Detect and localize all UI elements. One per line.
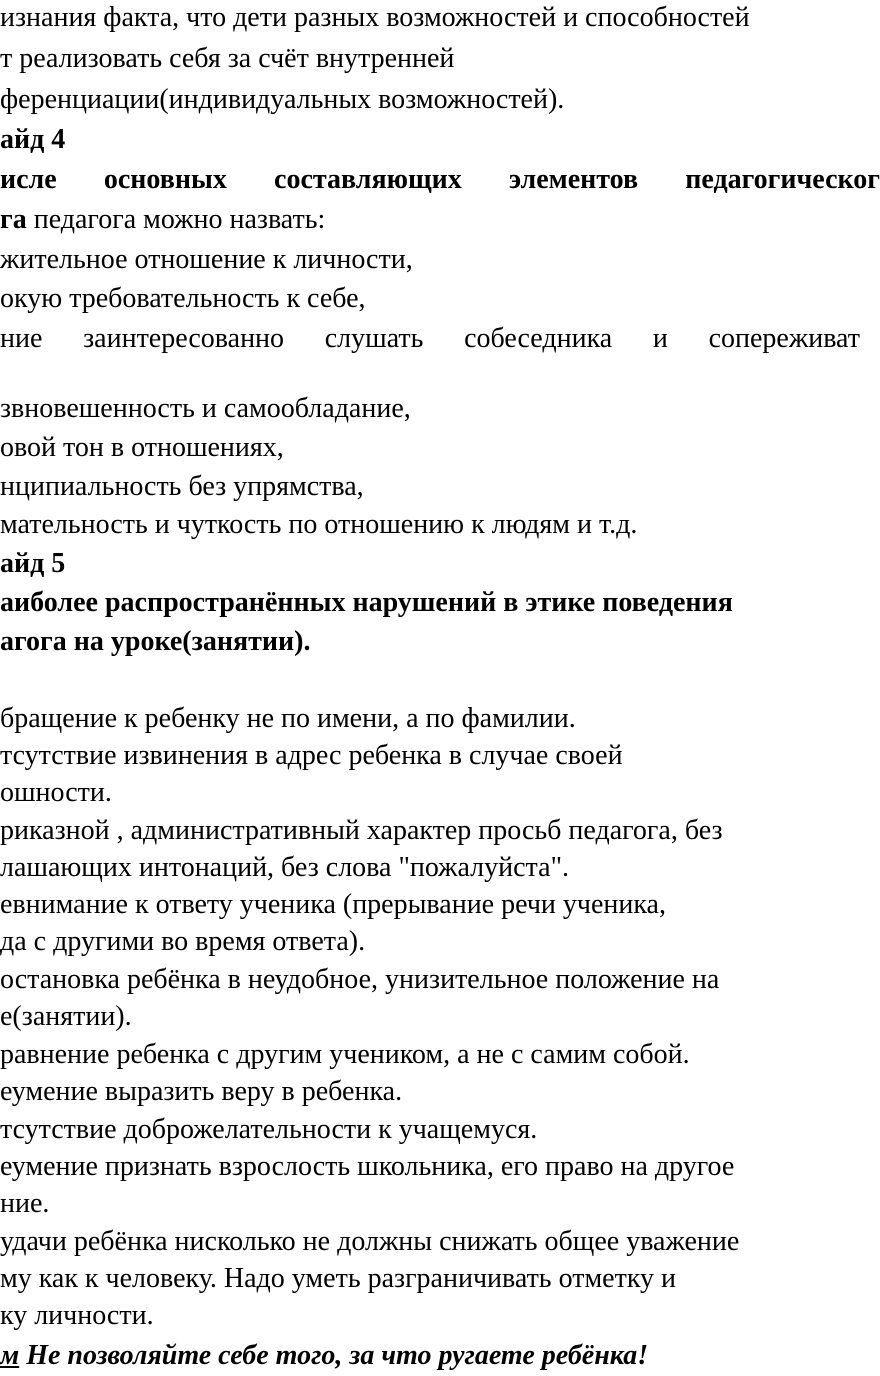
intro-line: т реализовать себя за счёт внутренней — [0, 43, 455, 74]
title-bold-tail: га — [0, 204, 27, 235]
item-word: заинтересованно — [83, 323, 285, 354]
slide5-item: тсутствие доброжелательности к учащемуся. — [0, 1114, 538, 1145]
item-word: слушать — [324, 323, 424, 354]
intro-line: ференциации(индивидуальных возможностей). — [0, 84, 565, 115]
slide4-item: нципиальность без упрямства, — [0, 471, 364, 502]
slide5-item: еумение выразить веру в ребенка. — [0, 1076, 403, 1107]
item-word: сопереживат — [708, 323, 860, 354]
item-word: ние — [0, 323, 43, 354]
closing-text: Не позволяйте себе того, за что ругаете ребёнка! — [19, 1340, 649, 1371]
item-word: собеседника — [464, 323, 613, 354]
item-word: и — [652, 323, 668, 354]
title-word: исле — [0, 164, 57, 195]
title-word: основных — [103, 164, 227, 195]
slide4-item-justified — [0, 322, 860, 356]
slide5-item: да с другими во время ответа). — [0, 926, 366, 957]
closing-line — [0, 1339, 648, 1373]
title-word: составляющих — [274, 164, 462, 195]
slide4-heading: айд 4 — [0, 124, 66, 155]
slide5-item: бращение к ребенку не по имени, а по фамилии. — [0, 703, 576, 734]
slide5-item: остановка ребёнка в неудобное, унизительное положение на — [0, 964, 720, 995]
slide4-item: звновешенность и самообладание, — [0, 393, 411, 424]
slide5-item: му как к человеку. Надо уметь разграничивать отметку и — [0, 1263, 677, 1294]
slide5-item: лашающих интонаций, без слова "пожалуйста". — [0, 852, 569, 883]
slide5-item: еумение признать взрослость школьника, его право на другое — [0, 1151, 735, 1182]
closing-underlined: м — [0, 1340, 20, 1371]
slide5-title-line: аиболее распространённых нарушений в этике поведения — [0, 587, 733, 618]
title-word: элементов — [508, 164, 639, 195]
slide5-item: е(занятии). — [0, 1001, 132, 1032]
slide4-item: овой тон в отношениях, — [0, 432, 284, 463]
slide5-title-line: агога на уроке(занятии). — [0, 626, 311, 657]
slide4-title-line — [0, 163, 880, 197]
slide5-item: удачи ребёнка нисколько не должны снижать общее уважение — [0, 1226, 740, 1257]
slide5-heading: айд 5 — [0, 548, 66, 579]
slide5-item: ние. — [0, 1188, 50, 1219]
slide5-item: равнение ребенка с другим учеником, а не с самим собой. — [0, 1039, 690, 1070]
intro-line: изнания факта, что дети разных возможностей и способностей — [0, 2, 750, 33]
slide4-item: жительное отношение к личности, — [0, 244, 413, 275]
slide4-item: окую требовательность к себе, — [0, 283, 366, 314]
slide5-item: евнимание к ответу ученика (прерывание речи ученика, — [0, 889, 666, 920]
slide5-item: риказной , административный характер просьб педагога, без — [0, 815, 723, 846]
title-rest: педагога можно назвать: — [26, 204, 326, 235]
slide5-item: ку личности. — [0, 1300, 154, 1331]
title-word: педагогическог — [685, 164, 880, 195]
slide4-item: мательность и чуткость по отношению к людям и т.д. — [0, 509, 638, 540]
slide5-item: тсутствие извинения в адрес ребенка в случае своей — [0, 740, 623, 771]
slide5-item: ошности. — [0, 777, 112, 808]
slide4-title-tail — [0, 203, 325, 237]
